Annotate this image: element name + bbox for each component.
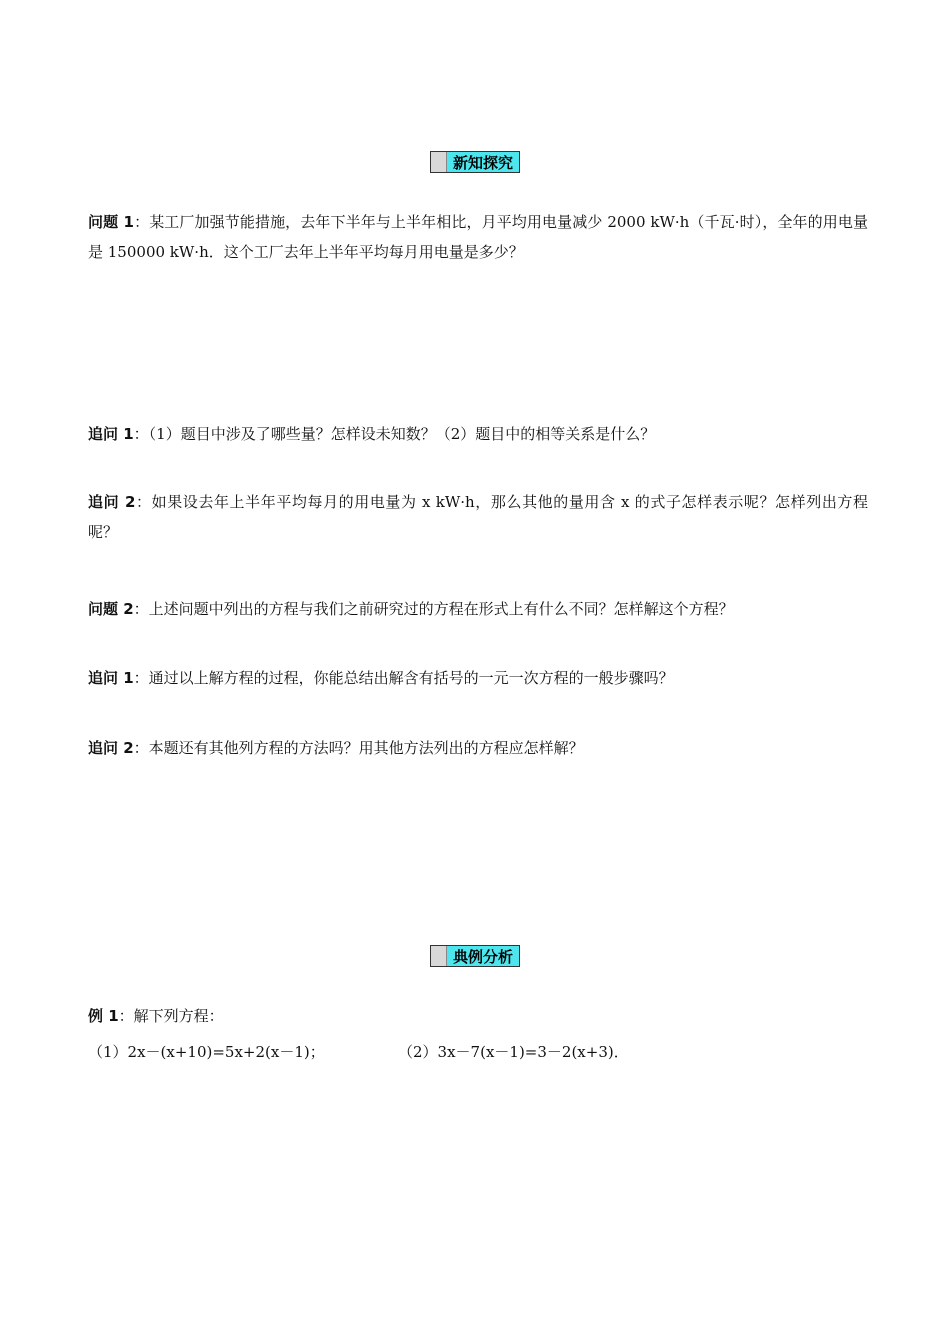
followup-label: 追问 2 (88, 493, 136, 511)
followup-text: ：（1）题目中涉及了哪些量？怎样设未知数？（2）题目中的相等关系是什么？ (133, 425, 656, 443)
question-1-followup-1 (88, 419, 868, 449)
example-1-text: ：解下列方程： (118, 1007, 224, 1025)
section-marker (431, 152, 447, 172)
followup-text: ：本题还有其他列方程的方法吗？用其他方法列出的方程应怎样解？ (133, 739, 584, 757)
question-2-followup-2 (88, 733, 868, 763)
followup-label: 追问 1 (88, 669, 134, 687)
question-2-label: 问题 2 (88, 600, 134, 618)
section-header-new-knowledge (430, 151, 520, 173)
example-1 (88, 1001, 868, 1031)
followup-text: ：通过以上解方程的过程，你能总结出解含有括号的一元一次方程的一般步骤吗？ (133, 669, 674, 687)
question-2 (88, 594, 868, 624)
question-1 (88, 207, 868, 267)
question-1-label: 问题 1 (88, 213, 134, 231)
question-1-followup-2 (88, 487, 868, 547)
example-1-equation-1: （1）2x－(x+10)=5x+2(x－1)； (88, 1043, 325, 1061)
section-title-label: 典例分析 (452, 947, 513, 966)
section-marker (431, 946, 447, 966)
followup-label: 追问 2 (88, 739, 134, 757)
example-1-equation-2: （2）3x－7(x－1)=3－2(x+3)． (398, 1043, 629, 1061)
section-header-examples (430, 945, 520, 967)
question-2-followup-1 (88, 663, 868, 693)
section-title-label: 新知探究 (452, 153, 513, 172)
question-1-text: ：某工厂加强节能措施，去年下半年与上半年相比，月平均用电量减少 2000 kW·h（千瓦·时），全年的用电量是 150000 kW·h．这个工厂去年上半年平均每月用电量是多少？ (88, 213, 868, 261)
followup-text: ：如果设去年上半年平均每月的用电量为 x kW·h，那么其他的量用含 x 的式子怎样表示呢？怎样列出方程呢？ (88, 493, 868, 541)
example-1-label: 例 1 (88, 1007, 119, 1025)
question-2-text: ：上述问题中列出的方程与我们之前研究过的方程在形式上有什么不同？怎样解这个方程？ (133, 600, 734, 618)
followup-label: 追问 1 (88, 425, 134, 443)
